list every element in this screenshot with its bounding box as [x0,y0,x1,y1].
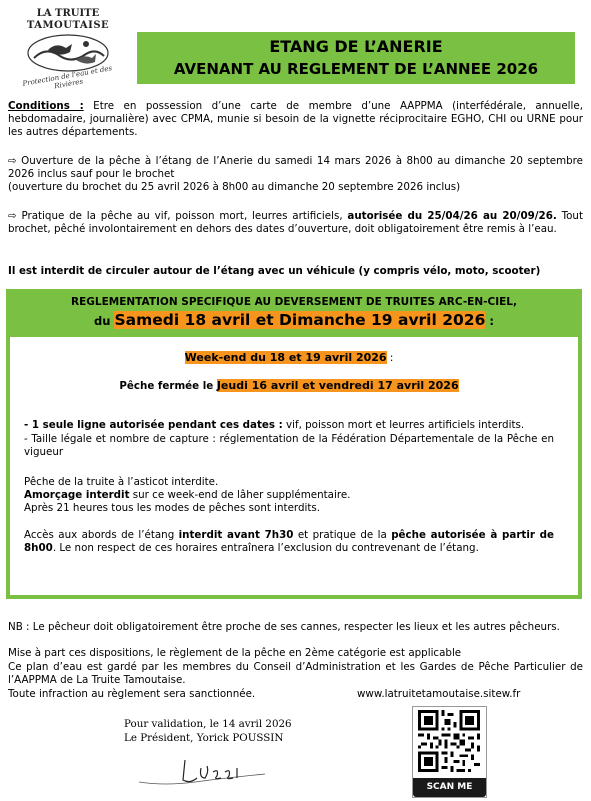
conditions-label: Conditions : [8,100,84,112]
conditions-paragraph [8,100,583,140]
opening-paragraph [8,155,583,195]
weekend-line [24,351,554,365]
signature-image [135,752,275,792]
qr-code-card[interactable] [412,706,487,798]
trout-regulation-box [6,289,582,599]
box-du: du [94,314,115,328]
page-title: ETANG DE L’ANERIE [269,37,443,56]
closed-line [24,379,554,393]
maggot-rule: Pêche de la truite à l’asticot interdite. [24,476,219,488]
practice-paragraph [8,210,583,236]
size-rule: - Taille légale et nombre de capture : réglementation de la Fédération Départementale de la Pêche en vigueur [24,433,554,458]
opening-text: Ouverture de la pêche à l’étang de l’Anerie du samedi 14 mars 2026 à 8h00 au dimanche 20 septembre 2026 inclus sauf pour le brochet [8,155,583,181]
access-bold-2: pêche autorisée à partir de 8h00 [24,529,554,554]
access-bold-1: interdit avant 7h30 [178,529,294,541]
club-logo [8,6,128,96]
access-text-2: et pratique de la [293,529,392,541]
practice-text-2: Tout brochet, pêché involontairement en dehors des dates d’ouverture, doit obligatoirement être remis à l’eau. [8,210,583,236]
arrow-right-icon: ⇨ [8,210,17,222]
logo-title-line2: TAMOUTAISE [26,20,110,31]
practice-dates: autorisée du 25/04/26 au 20/09/26. [347,210,557,222]
line-rule [24,419,554,432]
arrow-right-icon: ⇨ [8,155,17,167]
release-dates: Samedi 18 avril et Dimanche 19 avril 2026 [114,311,486,329]
practice-text: Pratique de la pêche au vif, poisson mort, leurres artificiels, [16,210,348,222]
box-colon: : [485,314,494,328]
qr-code-icon [418,710,480,772]
box-header [10,293,578,337]
line-rule-text: vif, poisson mort et leurres artificiels interdits. [282,419,525,431]
conditions-text: Etre en possession d’une carte de membre d’une AAPPMA (interfédérale, annuelle, hebdomadaire, journalière) avec CPMA, munie si besoin de la vignette réciprocitaire EGHO, CHI ou URNE pour les autres départements. [8,100,583,139]
closed-dates: Jeudi 16 avril et vendredi 17 avril 2026 [216,379,459,392]
access-text-3: . Le non respect de ces horaires entraînera l’exclusion du contrevenant de l’étang. [52,542,479,554]
bait-rule-text: sur ce week-end de lâher supplémentaire. [129,489,351,501]
weekend-label: Week-end du 18 et 19 avril 2026 [184,351,387,364]
access-text-1: Accès aux abords de l’étang [24,529,179,541]
bait-rule [24,489,554,502]
box-dates-line [10,311,578,329]
nb-paragraph: NB : Le pêcheur doit obligatoirement être proche de ses cannes, respecter les lieux et les autres pêcheurs. [8,621,560,633]
president-name: Le Président, Yorick POUSSIN [124,732,284,744]
scan-me-label: SCAN ME [413,778,486,797]
pike-opening-text: (ouverture du brochet du 25 avril 2026 à 8h00 au dimanche 20 septembre 2026 inclus) [8,181,461,194]
night-rule: Après 21 heures tous les modes de pêches sont interdits. [24,502,321,514]
logo-title-line1: LA TRUITE [36,8,100,19]
vehicle-ban: Il est interdit de circuler autour de l’étang avec un véhicule (y compris vélo, moto, scooter) [8,265,541,277]
guard-note: Ce plan d’eau est gardé par les membres du Conseil d’Administration et les Gardes de Pêche Particulier de l’AAPPMA de La Truite Tamoutaise. [8,661,583,687]
box-title: REGLEMENTATION SPECIFIQUE AU DEVERSEMENT DE TRUITES ARC-EN-CIEL, [71,296,517,308]
regulation-note: Mise à part ces dispositions, le règlement de la pêche en 2ème catégorie est applicable [8,647,462,659]
line-rule-bold: - 1 seule ligne autorisée pendant ces dates : [24,419,283,431]
access-rule [24,529,554,555]
bait-rule-bold: Amorçage interdit [24,489,130,501]
weekend-colon: : [386,352,394,364]
logo-tagline: Protection de l'eau et des Rivières [21,64,113,91]
page-subtitle: AVENANT AU REGLEMENT DE L’ANNEE 2026 [173,60,539,78]
validation-date: Pour validation, le 14 avril 2026 [124,718,292,730]
website-link[interactable]: www.latruitetamoutaise.sitew.fr [357,688,521,700]
closed-label: Pêche fermée le [119,380,217,392]
title-banner [137,32,575,84]
infraction-note: Toute infraction au règlement sera sanctionnée. [8,688,256,700]
